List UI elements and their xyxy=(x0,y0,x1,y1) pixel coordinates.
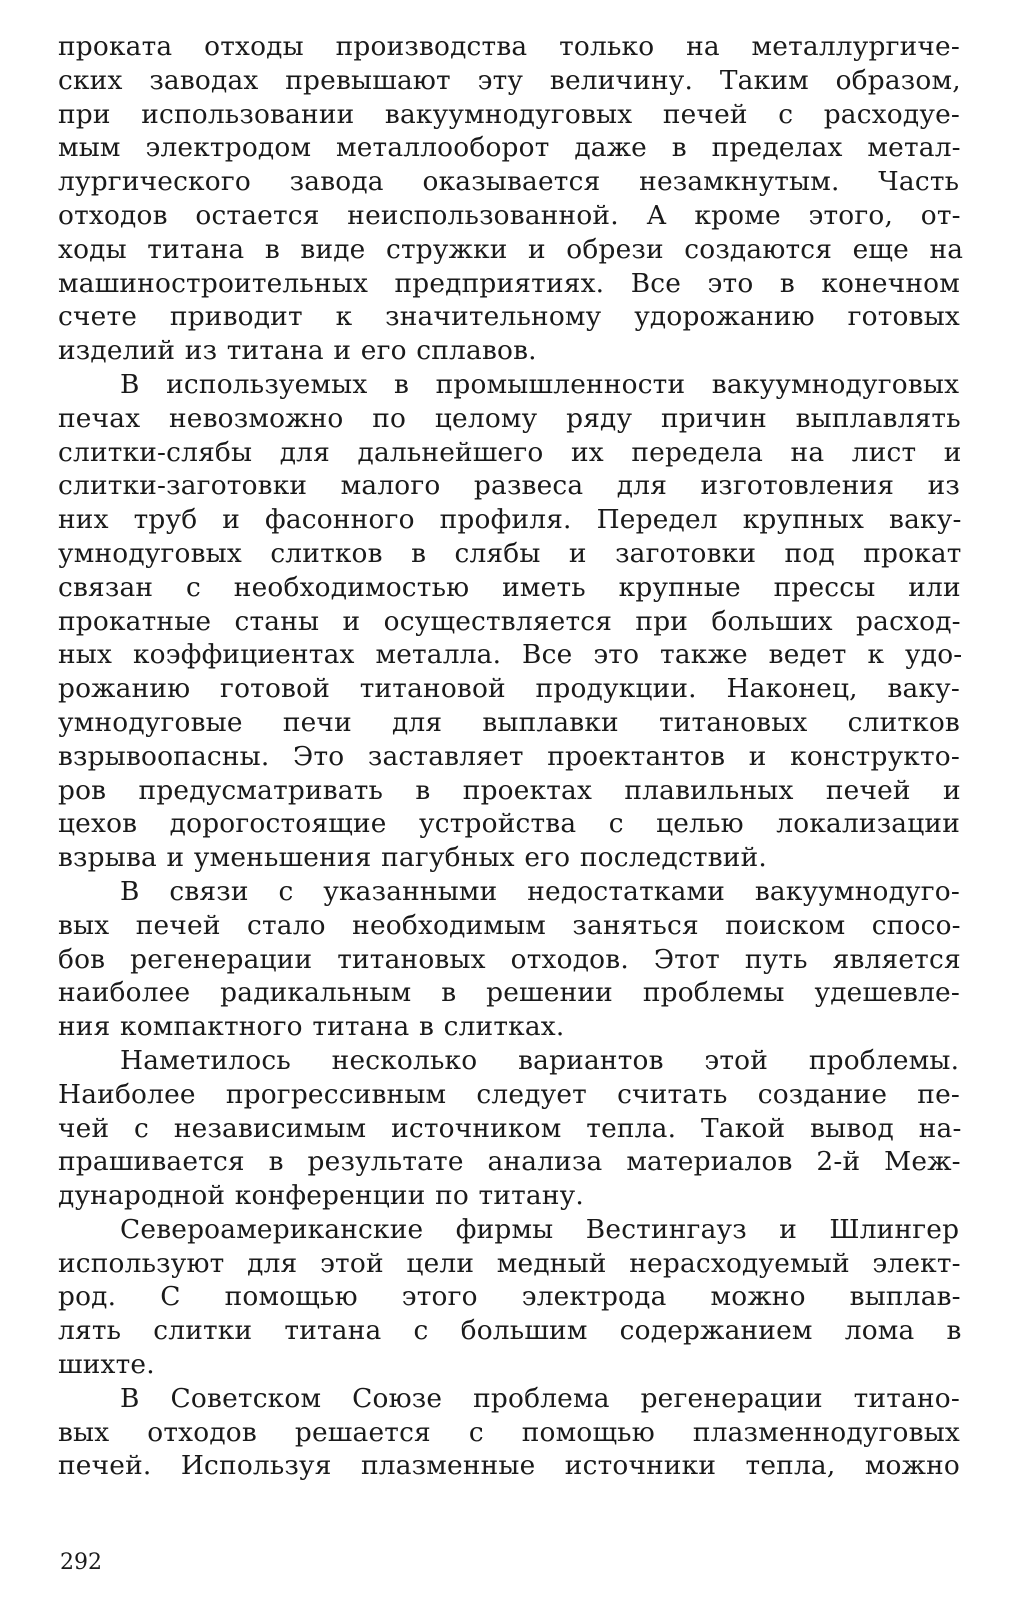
text-line: дународной конференции по титану. xyxy=(58,1180,584,1212)
text-line: взрывоопасны. Это заставляет проектантов и конструкто- xyxy=(58,740,960,772)
text-line: рожанию готовой титановой продукции. Наконец, ваку- xyxy=(58,673,960,705)
text-line: Наметилось несколько вариантов этой проблемы. xyxy=(120,1044,960,1076)
text-line: мым электродом металлооборот даже в пределах метал- xyxy=(58,132,961,164)
text-line: лургического завода оказывается незамкнутым. Часть xyxy=(58,166,960,198)
text-line: ходы титана в виде стружки и обрези создаются еще на xyxy=(58,233,964,265)
text-line: отходов остается неиспользованной. А кроме этого, от- xyxy=(58,199,961,231)
text-line: вых отходов решается с помощью плазменнодуговых xyxy=(58,1416,960,1448)
text-line: используют для этой цели медный нерасходуемый элект- xyxy=(58,1247,961,1279)
text-line: В связи с указанными недостатками вакуумнодуго- xyxy=(120,875,960,907)
text-line: связан с необходимостью иметь крупные прессы или xyxy=(58,571,961,603)
text-line: печей. Используя плазменные источники тепла, можно xyxy=(58,1450,960,1482)
text-line: лять слитки титана с большим содержанием лома в xyxy=(58,1315,962,1347)
text-line: вых печей стало необходимым заняться поиском спосо- xyxy=(58,909,961,941)
paragraph-6 xyxy=(58,1382,960,1483)
text-line: род. С помощью этого электрода можно выплав- xyxy=(58,1281,961,1313)
text-line: счете приводит к значительному удорожанию готовых xyxy=(58,301,960,333)
text-line: них труб и фасонного профиля. Передел крупных ваку- xyxy=(58,504,962,536)
text-line: В используемых в промышленности вакуумнодуговых xyxy=(120,368,960,400)
text-line: изделий из титана и его сплавов. xyxy=(58,335,537,367)
text-line: умнодуговых слитков в слябы и заготовки под прокат xyxy=(58,537,962,569)
text-line: при использовании вакуумнодуговых печей с расходуе- xyxy=(58,98,960,130)
text-line: проката отходы производства только на металлургиче- xyxy=(58,31,960,62)
text-line: ров предусматривать в проектах плавильных печей и xyxy=(58,774,961,806)
paragraph-3 xyxy=(58,875,961,1044)
text-line: слитки-заготовки малого развеса для изготовления из xyxy=(58,470,960,502)
text-line: наиболее радикальным в решении проблемы удешевле- xyxy=(58,977,960,1009)
text-line: чей с независимым источником тепла. Такой вывод на- xyxy=(58,1112,962,1144)
text-line: печах невозможно по целому ряду причин выплавлять xyxy=(58,402,961,434)
page-number: 292 xyxy=(60,1550,102,1575)
paragraph-1 xyxy=(58,30,964,368)
text-line: Наиболее прогрессивным следует считать создание пе- xyxy=(58,1078,960,1110)
text-line: умнодуговые печи для выплавки титановых слитков xyxy=(58,706,960,738)
paragraph-4 xyxy=(58,1044,962,1213)
text-line: ных коэффициентах металла. Все это также ведет к удо- xyxy=(58,639,963,671)
paragraph-5 xyxy=(58,1213,962,1382)
text-line: шихте. xyxy=(58,1349,155,1381)
text-line: бов регенерации титановых отходов. Этот путь является xyxy=(58,943,961,975)
page-body xyxy=(58,30,964,1483)
text-line: ния компактного титана в слитках. xyxy=(58,1011,565,1043)
text-line: слитки-слябы для дальнейшего их передела на лист и xyxy=(58,436,962,468)
paragraph-2 xyxy=(58,368,963,875)
text-line: машиностроительных предприятиях. Все это в конечном xyxy=(58,267,960,299)
text-line: прокатные станы и осуществляется при больших расход- xyxy=(58,605,961,637)
text-line: цехов дорогостоящие устройства с целью локализации xyxy=(58,808,960,840)
text-line: ских заводах превышают эту величину. Таким образом, xyxy=(58,64,961,96)
text-line: Североамериканские фирмы Вестингауз и Шлингер xyxy=(120,1213,960,1245)
text-line: прашивается в результате анализа материалов 2-й Меж- xyxy=(58,1146,961,1178)
text-line: взрыва и уменьшения пагубных его последствий. xyxy=(58,842,767,874)
text-line: В Советском Союзе проблема регенерации титано- xyxy=(120,1382,960,1414)
